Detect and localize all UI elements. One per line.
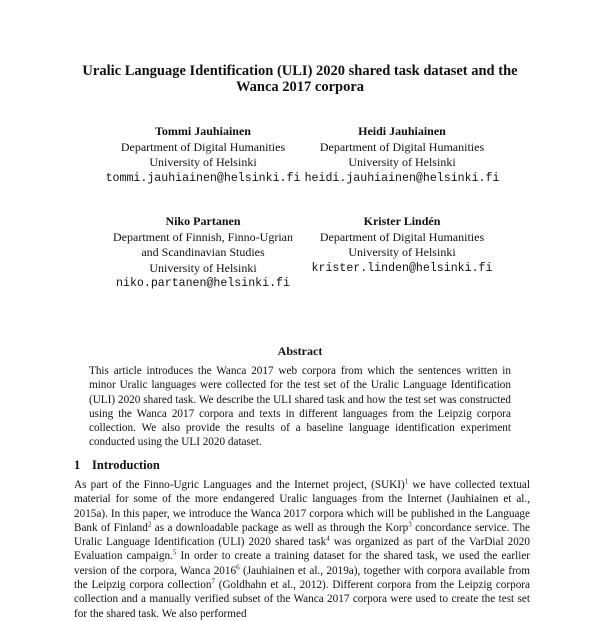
intro-text: (Goldhahn et al., 2012). Different corpora from the Leipzig corpora collection and a manually verified subset of the Wanca 2017 corpora were used to create the test set for the shared task. We also performed — [74, 579, 530, 620]
abstract-heading: Abstract — [277, 344, 323, 358]
intro-text: As part of the Finno-Ugric Languages and the Internet project, (SUKI) — [74, 479, 405, 491]
footnote-marker[interactable]: 3 — [408, 520, 412, 529]
paper-title-line-2: Wanca 2017 corpora — [235, 79, 365, 95]
author-block-2 — [282, 124, 522, 186]
footnote-marker[interactable]: 5 — [172, 548, 177, 557]
footnote-marker[interactable]: 1 — [404, 477, 409, 486]
author-university: University of Helsinki — [348, 245, 456, 259]
intro-text: concordance service. The Uralic Language Identification (ULI) 2020 shared task — [74, 521, 531, 549]
section-title: Introduction — [92, 458, 160, 472]
section-number: 1 — [74, 458, 81, 472]
footnote-marker[interactable]: 6 — [236, 563, 240, 572]
intro-text: we have collected textual material for some of the more endangered Uralic languages from the Internet (Jauhiainen et al., 2015a). In this paper, we introduce the Wanca 2017 corpora which will be published in the Language Bank of Finland — [74, 479, 530, 534]
author-university: University of Helsinki — [348, 155, 456, 169]
author-name: Niko Partanen — [165, 214, 241, 228]
author-email[interactable]: heidi.jauhiainen@helsinki.fi — [304, 171, 500, 185]
author-affiliation: Department of Digital Humanities — [319, 139, 485, 154]
intro-text: In order to create a training dataset for the shared task, we used the earlier version of the corpora, Wanca 2016 — [74, 550, 531, 577]
author-name: Heidi Jauhiainen — [358, 124, 446, 138]
intro-text: was organized as part of the VarDial 2020 Evaluation campaign. — [74, 536, 530, 563]
author-affiliation: Department of Digital Humanities — [120, 139, 286, 154]
author-email[interactable]: krister.linden@helsinki.fi — [311, 261, 493, 275]
abstract-body — [89, 364, 511, 450]
author-email[interactable]: tommi.jauhiainen@helsinki.fi — [105, 171, 301, 185]
author-name: Krister Lindén — [363, 214, 441, 228]
author-university: University of Helsinki — [149, 155, 257, 169]
author-university: University of Helsinki — [149, 260, 257, 275]
abstract-text: This article introduces the Wanca 2017 web corpora from which the sentences written in minor Uralic languages were collected for the test set of the Uralic Language Identification (ULI) 2020 shared task. We describe the ULI shared task and how the test set was constructed using the Wanca 2017 corpora and texts in different languages from the Leipzig corpora collection. We also provide the results of a baseline language identification experiment conducted using the ULI 2020 dataset. — [89, 365, 511, 449]
author-affiliation-cont: and Scandinavian Studies — [141, 245, 265, 259]
intro-text: (Jauhiainen et al., 2019a), together with corpora available from the Leipzig corpora collection — [74, 564, 530, 592]
author-name: Tommi Jauhiainen — [155, 124, 251, 138]
intro-text: as a downloadable package as well as through the Korp — [151, 521, 409, 534]
author-affiliation: Department of Digital Humanities — [319, 229, 485, 244]
author-affiliation: Department of Finnish, Finno-Ugrian — [113, 229, 293, 244]
paper-title-line-1: Uralic Language Identification (ULI) 2020 shared task dataset and the — [82, 63, 518, 79]
footnote-marker[interactable]: 7 — [211, 577, 215, 586]
author-email[interactable]: niko.partanen@helsinki.fi — [116, 277, 290, 290]
author-block-4 — [282, 214, 522, 276]
section-heading — [74, 458, 160, 473]
footnote-marker[interactable]: 2 — [147, 520, 152, 529]
footnote-marker[interactable]: 4 — [326, 534, 330, 543]
